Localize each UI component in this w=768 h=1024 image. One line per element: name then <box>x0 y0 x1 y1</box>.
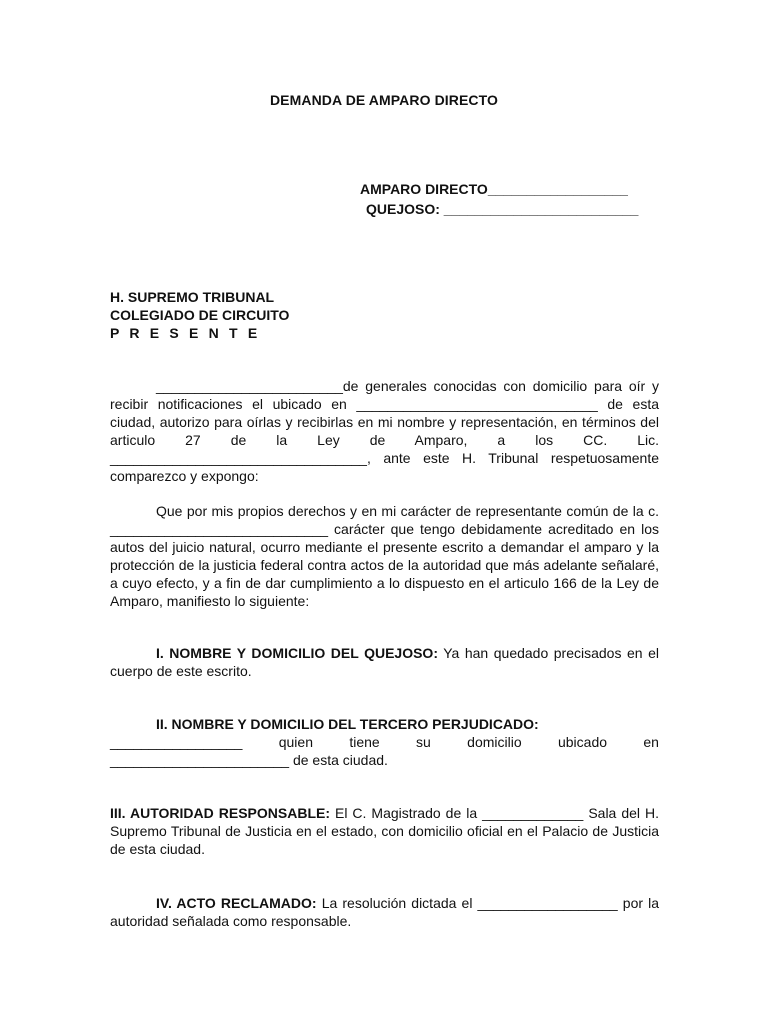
tercero-name-blank: _________________ <box>110 734 243 750</box>
word: ubicado <box>557 734 608 750</box>
section-quejoso-text: Ya han quedado precisados en el cuerpo de este escrito. <box>110 645 659 679</box>
addressee-line-2: COLEGIADO DE CIRCUITO <box>110 307 290 323</box>
addressee-presente: P R E S E N T E <box>110 325 261 341</box>
word: domicilio <box>467 734 522 750</box>
section-tercero-line-2 <box>110 733 659 751</box>
amparo-directo-field: AMPARO DIRECTO__________________ <box>360 181 628 197</box>
section-autoridad <box>110 804 659 858</box>
section-tercero-heading-line <box>110 715 659 733</box>
addressee-line-1: H. SUPREMO TRIBUNAL <box>110 289 275 305</box>
word: su <box>416 734 431 750</box>
section-acto-reclamado <box>110 894 659 930</box>
paragraph-representation: Que por mis propios derechos y en mi carácter de representante común de la c. ____________________________ carácter que tengo debidamente acreditado en los autos del juicio natural, ocurro mediante el presente escrito a demandar el amparo y la protección de la justicia federal contra actos de la autoridad que más adelante señalaré, a cuyo efecto, y a fin de dar cumplimiento a lo dispuesto en el articulo 166 de la Ley de Amparo, manifiesto lo siguiente: <box>110 503 659 609</box>
section-quejoso-heading: I. NOMBRE Y DOMICILIO DEL QUEJOSO: <box>156 645 438 661</box>
quejoso-field: QUEJOSO: _________________________ <box>366 201 639 217</box>
paragraph-intro: ________________________de generales conocidas con domicilio para oír y recibir notificaciones el ubicado en _______________________________ de esta ciudad, autorizo para oírlas y recibirlas en mi nombre y representación, en términos del articulo 27 de la Ley de Amparo, a los CC. Lic. _________________________________, ante este H. Tribunal respetuosamente comparezco y expongo: <box>110 378 659 484</box>
section-acto-heading: IV. ACTO RECLAMADO: <box>156 895 317 911</box>
word: quien <box>278 734 313 750</box>
section-quejoso <box>110 644 659 680</box>
section-autoridad-text: El C. Magistrado de la _____________ Sala del H. Supremo Tribunal de Justicia en el estado, con domicilio oficial en el Palacio de Justicia de esta ciudad. <box>110 805 659 857</box>
section-tercero-perjudicado <box>110 715 659 769</box>
word: en <box>643 734 659 750</box>
section-autoridad-heading: III. AUTORIDAD RESPONSABLE: <box>110 805 330 821</box>
word: tiene <box>349 734 380 750</box>
section-tercero-line-3: _______________________ de esta ciudad. <box>110 752 388 768</box>
section-tercero-heading: II. NOMBRE Y DOMICILIO DEL TERCERO PERJUDICADO: <box>156 716 539 732</box>
section-acto-text: La resolución dictada el __________________ por la autoridad señalada como responsable. <box>110 895 660 929</box>
document-title: DEMANDA DE AMPARO DIRECTO <box>269 92 499 108</box>
